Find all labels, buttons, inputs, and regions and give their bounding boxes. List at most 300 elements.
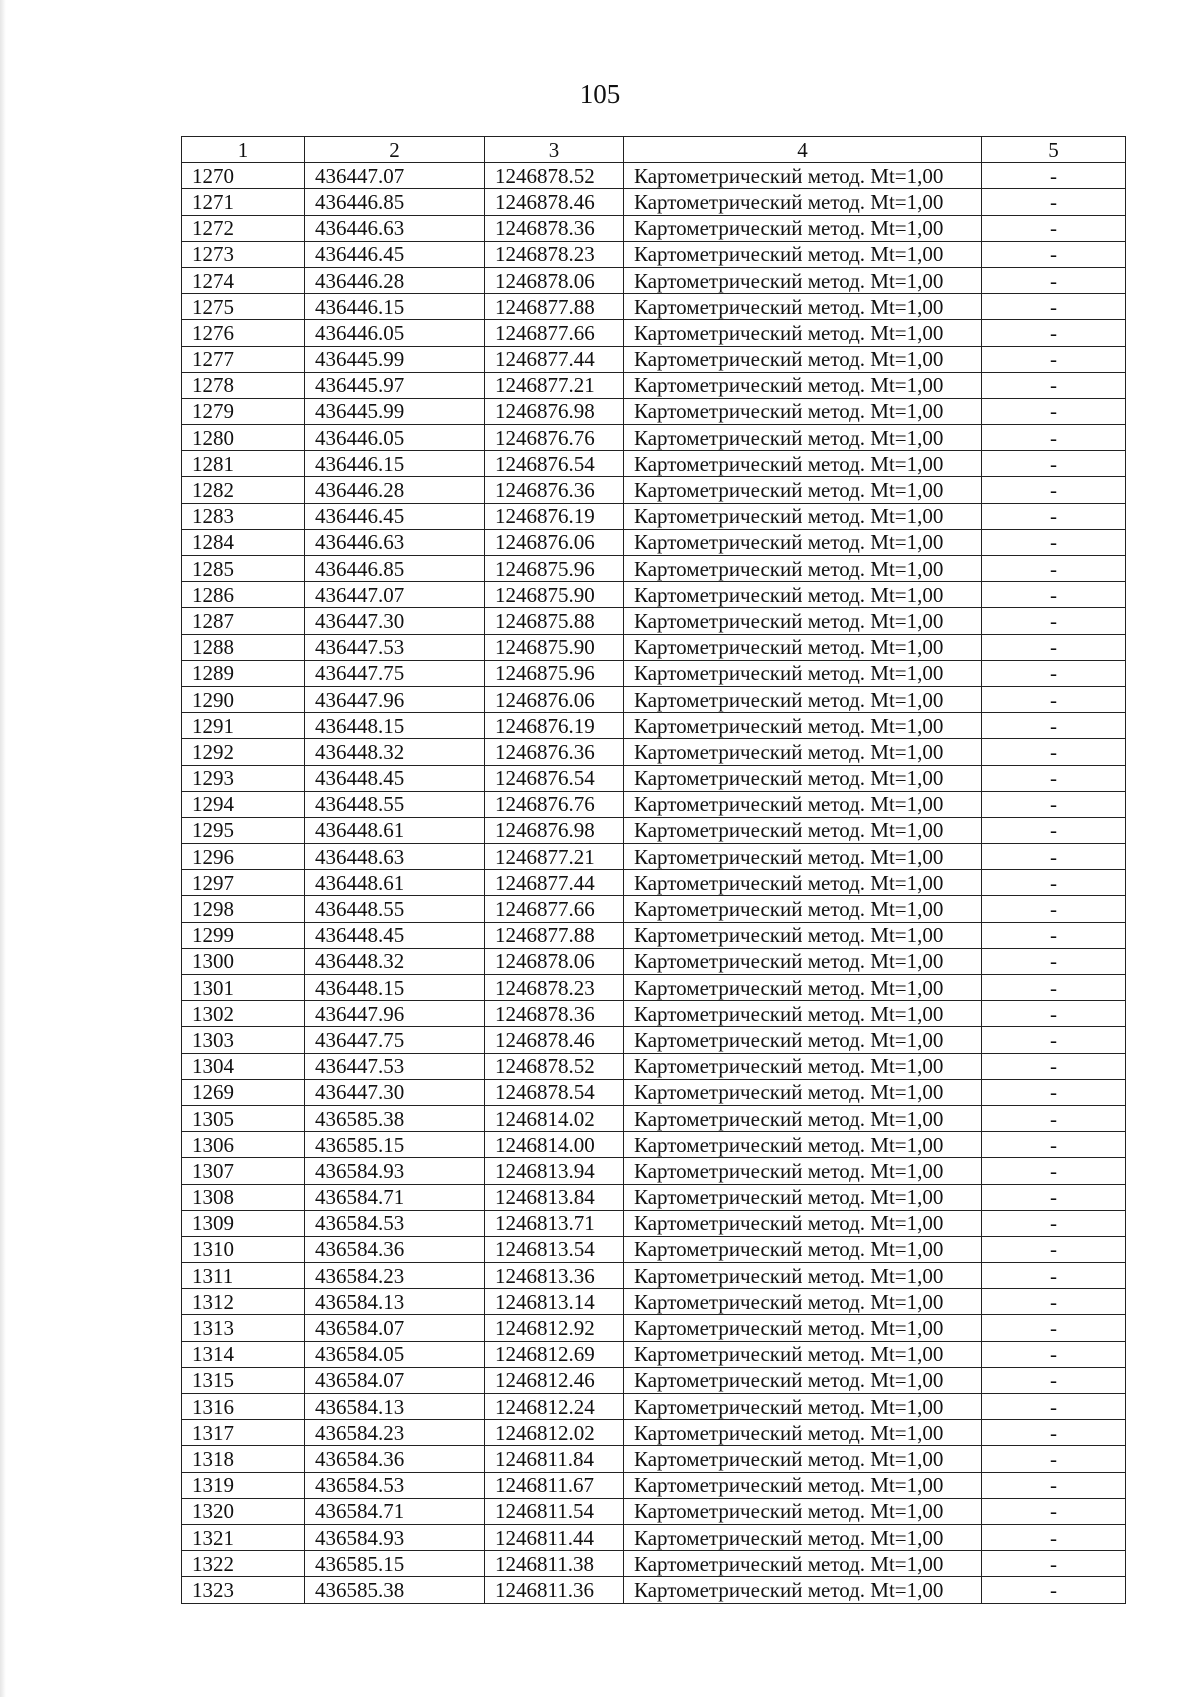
table-row bbox=[182, 1210, 1126, 1236]
y-coordinate-cell: 1246811.36 bbox=[485, 1577, 624, 1603]
table-row bbox=[182, 1289, 1126, 1315]
table-row bbox=[182, 215, 1126, 241]
y-coordinate-cell: 1246878.46 bbox=[485, 189, 624, 215]
method-cell: Картометрический метод. Mt=1,00 bbox=[624, 660, 982, 686]
table-row bbox=[182, 1132, 1126, 1158]
y-coordinate-cell: 1246813.94 bbox=[485, 1158, 624, 1184]
error-cell: - bbox=[982, 1498, 1126, 1524]
table-row bbox=[182, 765, 1126, 791]
method-cell: Картометрический метод. Mt=1,00 bbox=[624, 1394, 982, 1420]
point-number-cell: 1283 bbox=[182, 503, 305, 529]
point-number-cell: 1286 bbox=[182, 582, 305, 608]
x-coordinate-cell: 436448.61 bbox=[305, 817, 485, 843]
table-row bbox=[182, 1341, 1126, 1367]
method-cell: Картометрический метод. Mt=1,00 bbox=[624, 1053, 982, 1079]
point-number-cell: 1288 bbox=[182, 634, 305, 660]
error-cell: - bbox=[982, 503, 1126, 529]
method-cell: Картометрический метод. Mt=1,00 bbox=[624, 817, 982, 843]
point-number-cell: 1276 bbox=[182, 320, 305, 346]
table-row bbox=[182, 896, 1126, 922]
point-number-cell: 1307 bbox=[182, 1158, 305, 1184]
method-cell: Картометрический метод. Mt=1,00 bbox=[624, 896, 982, 922]
point-number-cell: 1312 bbox=[182, 1289, 305, 1315]
point-number-cell: 1282 bbox=[182, 477, 305, 503]
error-cell: - bbox=[982, 870, 1126, 896]
error-cell: - bbox=[982, 739, 1126, 765]
table-row bbox=[182, 1420, 1126, 1446]
table-row bbox=[182, 1524, 1126, 1550]
method-cell: Картометрический метод. Mt=1,00 bbox=[624, 1551, 982, 1577]
method-cell: Картометрический метод. Mt=1,00 bbox=[624, 1577, 982, 1603]
method-cell: Картометрический метод. Mt=1,00 bbox=[624, 791, 982, 817]
y-coordinate-cell: 1246876.98 bbox=[485, 817, 624, 843]
y-coordinate-cell: 1246876.36 bbox=[485, 477, 624, 503]
y-coordinate-cell: 1246877.66 bbox=[485, 896, 624, 922]
y-coordinate-cell: 1246875.96 bbox=[485, 556, 624, 582]
point-number-cell: 1315 bbox=[182, 1367, 305, 1393]
error-cell: - bbox=[982, 922, 1126, 948]
x-coordinate-cell: 436584.53 bbox=[305, 1472, 485, 1498]
table-row bbox=[182, 398, 1126, 424]
table-row bbox=[182, 608, 1126, 634]
table-row bbox=[182, 660, 1126, 686]
y-coordinate-cell: 1246811.54 bbox=[485, 1498, 624, 1524]
y-coordinate-cell: 1246878.36 bbox=[485, 1001, 624, 1027]
y-coordinate-cell: 1246878.36 bbox=[485, 215, 624, 241]
header-col-2: 2 bbox=[305, 137, 485, 163]
x-coordinate-cell: 436584.13 bbox=[305, 1289, 485, 1315]
table-row bbox=[182, 1367, 1126, 1393]
point-number-cell: 1323 bbox=[182, 1577, 305, 1603]
point-number-cell: 1311 bbox=[182, 1263, 305, 1289]
table-row bbox=[182, 163, 1126, 189]
error-cell: - bbox=[982, 1236, 1126, 1262]
table-body bbox=[182, 163, 1126, 1603]
method-cell: Картометрический метод. Mt=1,00 bbox=[624, 1236, 982, 1262]
y-coordinate-cell: 1246811.38 bbox=[485, 1551, 624, 1577]
error-cell: - bbox=[982, 1420, 1126, 1446]
point-number-cell: 1299 bbox=[182, 922, 305, 948]
page-number: 105 bbox=[579, 79, 621, 109]
point-number-cell: 1316 bbox=[182, 1394, 305, 1420]
x-coordinate-cell: 436446.05 bbox=[305, 425, 485, 451]
table-row bbox=[182, 1551, 1126, 1577]
table-row bbox=[182, 556, 1126, 582]
x-coordinate-cell: 436445.99 bbox=[305, 398, 485, 424]
point-number-cell: 1269 bbox=[182, 1079, 305, 1105]
point-number-cell: 1281 bbox=[182, 451, 305, 477]
method-cell: Картометрический метод. Mt=1,00 bbox=[624, 1263, 982, 1289]
y-coordinate-cell: 1246876.36 bbox=[485, 739, 624, 765]
point-number-cell: 1304 bbox=[182, 1053, 305, 1079]
error-cell: - bbox=[982, 189, 1126, 215]
table-row bbox=[182, 870, 1126, 896]
x-coordinate-cell: 436584.36 bbox=[305, 1446, 485, 1472]
x-coordinate-cell: 436445.99 bbox=[305, 346, 485, 372]
y-coordinate-cell: 1246814.02 bbox=[485, 1105, 624, 1131]
method-cell: Картометрический метод. Mt=1,00 bbox=[624, 1184, 982, 1210]
method-cell: Картометрический метод. Mt=1,00 bbox=[624, 451, 982, 477]
point-number-cell: 1321 bbox=[182, 1524, 305, 1550]
point-number-cell: 1278 bbox=[182, 372, 305, 398]
method-cell: Картометрический метод. Mt=1,00 bbox=[624, 686, 982, 712]
table-row bbox=[182, 1498, 1126, 1524]
table-row bbox=[182, 1184, 1126, 1210]
point-number-cell: 1289 bbox=[182, 660, 305, 686]
point-number-cell: 1294 bbox=[182, 791, 305, 817]
table-row bbox=[182, 189, 1126, 215]
point-number-cell: 1270 bbox=[182, 163, 305, 189]
y-coordinate-cell: 1246811.84 bbox=[485, 1446, 624, 1472]
method-cell: Картометрический метод. Mt=1,00 bbox=[624, 765, 982, 791]
error-cell: - bbox=[982, 582, 1126, 608]
y-coordinate-cell: 1246878.46 bbox=[485, 1027, 624, 1053]
error-cell: - bbox=[982, 1210, 1126, 1236]
method-cell: Картометрический метод. Mt=1,00 bbox=[624, 1158, 982, 1184]
error-cell: - bbox=[982, 948, 1126, 974]
point-number-cell: 1293 bbox=[182, 765, 305, 791]
table-row bbox=[182, 817, 1126, 843]
x-coordinate-cell: 436447.07 bbox=[305, 163, 485, 189]
table-row bbox=[182, 713, 1126, 739]
x-coordinate-cell: 436446.85 bbox=[305, 189, 485, 215]
error-cell: - bbox=[982, 556, 1126, 582]
method-cell: Картометрический метод. Mt=1,00 bbox=[624, 1446, 982, 1472]
x-coordinate-cell: 436447.75 bbox=[305, 1027, 485, 1053]
method-cell: Картометрический метод. Mt=1,00 bbox=[624, 529, 982, 555]
method-cell: Картометрический метод. Mt=1,00 bbox=[624, 1315, 982, 1341]
error-cell: - bbox=[982, 1394, 1126, 1420]
y-coordinate-cell: 1246877.44 bbox=[485, 346, 624, 372]
error-cell: - bbox=[982, 1263, 1126, 1289]
x-coordinate-cell: 436446.63 bbox=[305, 529, 485, 555]
point-number-cell: 1310 bbox=[182, 1236, 305, 1262]
error-cell: - bbox=[982, 1158, 1126, 1184]
table-row bbox=[182, 975, 1126, 1001]
table-row bbox=[182, 1577, 1126, 1603]
method-cell: Картометрический метод. Mt=1,00 bbox=[624, 1341, 982, 1367]
x-coordinate-cell: 436447.53 bbox=[305, 1053, 485, 1079]
table-row bbox=[182, 1263, 1126, 1289]
y-coordinate-cell: 1246876.76 bbox=[485, 425, 624, 451]
point-number-cell: 1300 bbox=[182, 948, 305, 974]
point-number-cell: 1285 bbox=[182, 556, 305, 582]
error-cell: - bbox=[982, 1053, 1126, 1079]
header-col-4: 4 bbox=[624, 137, 982, 163]
x-coordinate-cell: 436447.07 bbox=[305, 582, 485, 608]
x-coordinate-cell: 436446.63 bbox=[305, 215, 485, 241]
error-cell: - bbox=[982, 346, 1126, 372]
point-number-cell: 1305 bbox=[182, 1105, 305, 1131]
x-coordinate-cell: 436446.28 bbox=[305, 477, 485, 503]
point-number-cell: 1303 bbox=[182, 1027, 305, 1053]
y-coordinate-cell: 1246878.52 bbox=[485, 1053, 624, 1079]
method-cell: Картометрический метод. Mt=1,00 bbox=[624, 1420, 982, 1446]
table-row bbox=[182, 503, 1126, 529]
x-coordinate-cell: 436584.71 bbox=[305, 1184, 485, 1210]
error-cell: - bbox=[982, 686, 1126, 712]
method-cell: Картометрический метод. Mt=1,00 bbox=[624, 1105, 982, 1131]
x-coordinate-cell: 436448.15 bbox=[305, 713, 485, 739]
point-number-cell: 1292 bbox=[182, 739, 305, 765]
y-coordinate-cell: 1246878.23 bbox=[485, 241, 624, 267]
error-cell: - bbox=[982, 267, 1126, 293]
x-coordinate-cell: 436448.45 bbox=[305, 922, 485, 948]
error-cell: - bbox=[982, 1367, 1126, 1393]
point-number-cell: 1320 bbox=[182, 1498, 305, 1524]
method-cell: Картометрический метод. Mt=1,00 bbox=[624, 870, 982, 896]
point-number-cell: 1318 bbox=[182, 1446, 305, 1472]
error-cell: - bbox=[982, 1315, 1126, 1341]
y-coordinate-cell: 1246876.76 bbox=[485, 791, 624, 817]
scan-edge-shadow bbox=[0, 0, 6, 1697]
method-cell: Картометрический метод. Mt=1,00 bbox=[624, 1498, 982, 1524]
x-coordinate-cell: 436448.32 bbox=[305, 948, 485, 974]
point-number-cell: 1296 bbox=[182, 844, 305, 870]
method-cell: Картометрический метод. Mt=1,00 bbox=[624, 372, 982, 398]
point-number-cell: 1313 bbox=[182, 1315, 305, 1341]
point-number-cell: 1277 bbox=[182, 346, 305, 372]
error-cell: - bbox=[982, 1184, 1126, 1210]
x-coordinate-cell: 436448.15 bbox=[305, 975, 485, 1001]
y-coordinate-cell: 1246876.19 bbox=[485, 713, 624, 739]
table-row bbox=[182, 1001, 1126, 1027]
y-coordinate-cell: 1246878.52 bbox=[485, 163, 624, 189]
error-cell: - bbox=[982, 896, 1126, 922]
table-row bbox=[182, 1472, 1126, 1498]
y-coordinate-cell: 1246876.54 bbox=[485, 765, 624, 791]
method-cell: Картометрический метод. Mt=1,00 bbox=[624, 608, 982, 634]
x-coordinate-cell: 436447.30 bbox=[305, 1079, 485, 1105]
y-coordinate-cell: 1246813.14 bbox=[485, 1289, 624, 1315]
y-coordinate-cell: 1246877.21 bbox=[485, 844, 624, 870]
point-number-cell: 1322 bbox=[182, 1551, 305, 1577]
x-coordinate-cell: 436446.05 bbox=[305, 320, 485, 346]
header-col-5: 5 bbox=[982, 137, 1126, 163]
x-coordinate-cell: 436584.23 bbox=[305, 1420, 485, 1446]
y-coordinate-cell: 1246876.06 bbox=[485, 686, 624, 712]
method-cell: Картометрический метод. Mt=1,00 bbox=[624, 241, 982, 267]
y-coordinate-cell: 1246875.90 bbox=[485, 582, 624, 608]
y-coordinate-cell: 1246876.98 bbox=[485, 398, 624, 424]
error-cell: - bbox=[982, 1341, 1126, 1367]
method-cell: Картометрический метод. Mt=1,00 bbox=[624, 1001, 982, 1027]
y-coordinate-cell: 1246812.46 bbox=[485, 1367, 624, 1393]
point-number-cell: 1297 bbox=[182, 870, 305, 896]
point-number-cell: 1291 bbox=[182, 713, 305, 739]
table-row bbox=[182, 372, 1126, 398]
error-cell: - bbox=[982, 241, 1126, 267]
point-number-cell: 1271 bbox=[182, 189, 305, 215]
y-coordinate-cell: 1246878.54 bbox=[485, 1079, 624, 1105]
y-coordinate-cell: 1246813.71 bbox=[485, 1210, 624, 1236]
method-cell: Картометрический метод. Mt=1,00 bbox=[624, 1367, 982, 1393]
method-cell: Картометрический метод. Mt=1,00 bbox=[624, 634, 982, 660]
y-coordinate-cell: 1246811.67 bbox=[485, 1472, 624, 1498]
error-cell: - bbox=[982, 1132, 1126, 1158]
error-cell: - bbox=[982, 215, 1126, 241]
y-coordinate-cell: 1246812.92 bbox=[485, 1315, 624, 1341]
x-coordinate-cell: 436584.05 bbox=[305, 1341, 485, 1367]
table-row bbox=[182, 791, 1126, 817]
y-coordinate-cell: 1246878.23 bbox=[485, 975, 624, 1001]
header-col-3: 3 bbox=[485, 137, 624, 163]
table-row bbox=[182, 634, 1126, 660]
table-row bbox=[182, 1394, 1126, 1420]
x-coordinate-cell: 436446.45 bbox=[305, 503, 485, 529]
x-coordinate-cell: 436446.15 bbox=[305, 294, 485, 320]
error-cell: - bbox=[982, 791, 1126, 817]
x-coordinate-cell: 436448.55 bbox=[305, 791, 485, 817]
method-cell: Картометрический метод. Mt=1,00 bbox=[624, 556, 982, 582]
y-coordinate-cell: 1246875.96 bbox=[485, 660, 624, 686]
table-row bbox=[182, 582, 1126, 608]
header-col-1: 1 bbox=[182, 137, 305, 163]
point-number-cell: 1274 bbox=[182, 267, 305, 293]
x-coordinate-cell: 436448.55 bbox=[305, 896, 485, 922]
method-cell: Картометрический метод. Mt=1,00 bbox=[624, 503, 982, 529]
x-coordinate-cell: 436448.32 bbox=[305, 739, 485, 765]
x-coordinate-cell: 436447.53 bbox=[305, 634, 485, 660]
table-row bbox=[182, 948, 1126, 974]
method-cell: Картометрический метод. Mt=1,00 bbox=[624, 1472, 982, 1498]
point-number-cell: 1290 bbox=[182, 686, 305, 712]
y-coordinate-cell: 1246877.21 bbox=[485, 372, 624, 398]
x-coordinate-cell: 436584.23 bbox=[305, 1263, 485, 1289]
method-cell: Картометрический метод. Mt=1,00 bbox=[624, 215, 982, 241]
x-coordinate-cell: 436584.53 bbox=[305, 1210, 485, 1236]
error-cell: - bbox=[982, 1079, 1126, 1105]
method-cell: Картометрический метод. Mt=1,00 bbox=[624, 267, 982, 293]
point-number-cell: 1308 bbox=[182, 1184, 305, 1210]
error-cell: - bbox=[982, 451, 1126, 477]
x-coordinate-cell: 436446.45 bbox=[305, 241, 485, 267]
y-coordinate-cell: 1246875.90 bbox=[485, 634, 624, 660]
error-cell: - bbox=[982, 425, 1126, 451]
table-row bbox=[182, 1105, 1126, 1131]
x-coordinate-cell: 436585.15 bbox=[305, 1132, 485, 1158]
method-cell: Картометрический метод. Mt=1,00 bbox=[624, 713, 982, 739]
table-row bbox=[182, 346, 1126, 372]
error-cell: - bbox=[982, 398, 1126, 424]
coordinates-table bbox=[181, 136, 1126, 1604]
x-coordinate-cell: 436448.45 bbox=[305, 765, 485, 791]
method-cell: Картометрический метод. Mt=1,00 bbox=[624, 1524, 982, 1550]
y-coordinate-cell: 1246876.54 bbox=[485, 451, 624, 477]
error-cell: - bbox=[982, 634, 1126, 660]
error-cell: - bbox=[982, 1446, 1126, 1472]
header-row bbox=[182, 137, 1126, 163]
error-cell: - bbox=[982, 294, 1126, 320]
error-cell: - bbox=[982, 320, 1126, 346]
table-row bbox=[182, 294, 1126, 320]
point-number-cell: 1309 bbox=[182, 1210, 305, 1236]
point-number-cell: 1319 bbox=[182, 1472, 305, 1498]
point-number-cell: 1287 bbox=[182, 608, 305, 634]
point-number-cell: 1306 bbox=[182, 1132, 305, 1158]
x-coordinate-cell: 436584.07 bbox=[305, 1315, 485, 1341]
table-row bbox=[182, 451, 1126, 477]
x-coordinate-cell: 436447.75 bbox=[305, 660, 485, 686]
error-cell: - bbox=[982, 1472, 1126, 1498]
table-row bbox=[182, 477, 1126, 503]
method-cell: Картометрический метод. Mt=1,00 bbox=[624, 948, 982, 974]
table-row bbox=[182, 1158, 1126, 1184]
method-cell: Картометрический метод. Mt=1,00 bbox=[624, 922, 982, 948]
table-row bbox=[182, 922, 1126, 948]
method-cell: Картометрический метод. Mt=1,00 bbox=[624, 294, 982, 320]
x-coordinate-cell: 436447.30 bbox=[305, 608, 485, 634]
y-coordinate-cell: 1246812.69 bbox=[485, 1341, 624, 1367]
error-cell: - bbox=[982, 975, 1126, 1001]
error-cell: - bbox=[982, 372, 1126, 398]
point-number-cell: 1280 bbox=[182, 425, 305, 451]
method-cell: Картометрический метод. Mt=1,00 bbox=[624, 739, 982, 765]
table-row bbox=[182, 1079, 1126, 1105]
error-cell: - bbox=[982, 1577, 1126, 1603]
point-number-cell: 1302 bbox=[182, 1001, 305, 1027]
error-cell: - bbox=[982, 477, 1126, 503]
method-cell: Картометрический метод. Mt=1,00 bbox=[624, 189, 982, 215]
table-header bbox=[182, 137, 1126, 163]
y-coordinate-cell: 1246875.88 bbox=[485, 608, 624, 634]
method-cell: Картометрический метод. Mt=1,00 bbox=[624, 1210, 982, 1236]
error-cell: - bbox=[982, 1551, 1126, 1577]
y-coordinate-cell: 1246811.44 bbox=[485, 1524, 624, 1550]
table-row bbox=[182, 320, 1126, 346]
x-coordinate-cell: 436446.28 bbox=[305, 267, 485, 293]
method-cell: Картометрический метод. Mt=1,00 bbox=[624, 346, 982, 372]
table-row bbox=[182, 739, 1126, 765]
method-cell: Картометрический метод. Mt=1,00 bbox=[624, 975, 982, 1001]
point-number-cell: 1298 bbox=[182, 896, 305, 922]
y-coordinate-cell: 1246813.84 bbox=[485, 1184, 624, 1210]
point-number-cell: 1317 bbox=[182, 1420, 305, 1446]
x-coordinate-cell: 436585.38 bbox=[305, 1577, 485, 1603]
table-row bbox=[182, 529, 1126, 555]
y-coordinate-cell: 1246876.19 bbox=[485, 503, 624, 529]
y-coordinate-cell: 1246877.66 bbox=[485, 320, 624, 346]
error-cell: - bbox=[982, 660, 1126, 686]
y-coordinate-cell: 1246814.00 bbox=[485, 1132, 624, 1158]
method-cell: Картометрический метод. Mt=1,00 bbox=[624, 1289, 982, 1315]
x-coordinate-cell: 436584.93 bbox=[305, 1158, 485, 1184]
x-coordinate-cell: 436446.85 bbox=[305, 556, 485, 582]
x-coordinate-cell: 436446.15 bbox=[305, 451, 485, 477]
error-cell: - bbox=[982, 608, 1126, 634]
y-coordinate-cell: 1246877.44 bbox=[485, 870, 624, 896]
x-coordinate-cell: 436448.63 bbox=[305, 844, 485, 870]
error-cell: - bbox=[982, 713, 1126, 739]
table-row bbox=[182, 267, 1126, 293]
y-coordinate-cell: 1246877.88 bbox=[485, 922, 624, 948]
y-coordinate-cell: 1246812.24 bbox=[485, 1394, 624, 1420]
x-coordinate-cell: 436584.07 bbox=[305, 1367, 485, 1393]
y-coordinate-cell: 1246878.06 bbox=[485, 267, 624, 293]
method-cell: Картометрический метод. Mt=1,00 bbox=[624, 582, 982, 608]
table-row bbox=[182, 1053, 1126, 1079]
error-cell: - bbox=[982, 163, 1126, 189]
point-number-cell: 1273 bbox=[182, 241, 305, 267]
y-coordinate-cell: 1246813.36 bbox=[485, 1263, 624, 1289]
error-cell: - bbox=[982, 1289, 1126, 1315]
table-row bbox=[182, 241, 1126, 267]
table-row bbox=[182, 425, 1126, 451]
x-coordinate-cell: 436585.15 bbox=[305, 1551, 485, 1577]
error-cell: - bbox=[982, 1105, 1126, 1131]
y-coordinate-cell: 1246877.88 bbox=[485, 294, 624, 320]
y-coordinate-cell: 1246878.06 bbox=[485, 948, 624, 974]
